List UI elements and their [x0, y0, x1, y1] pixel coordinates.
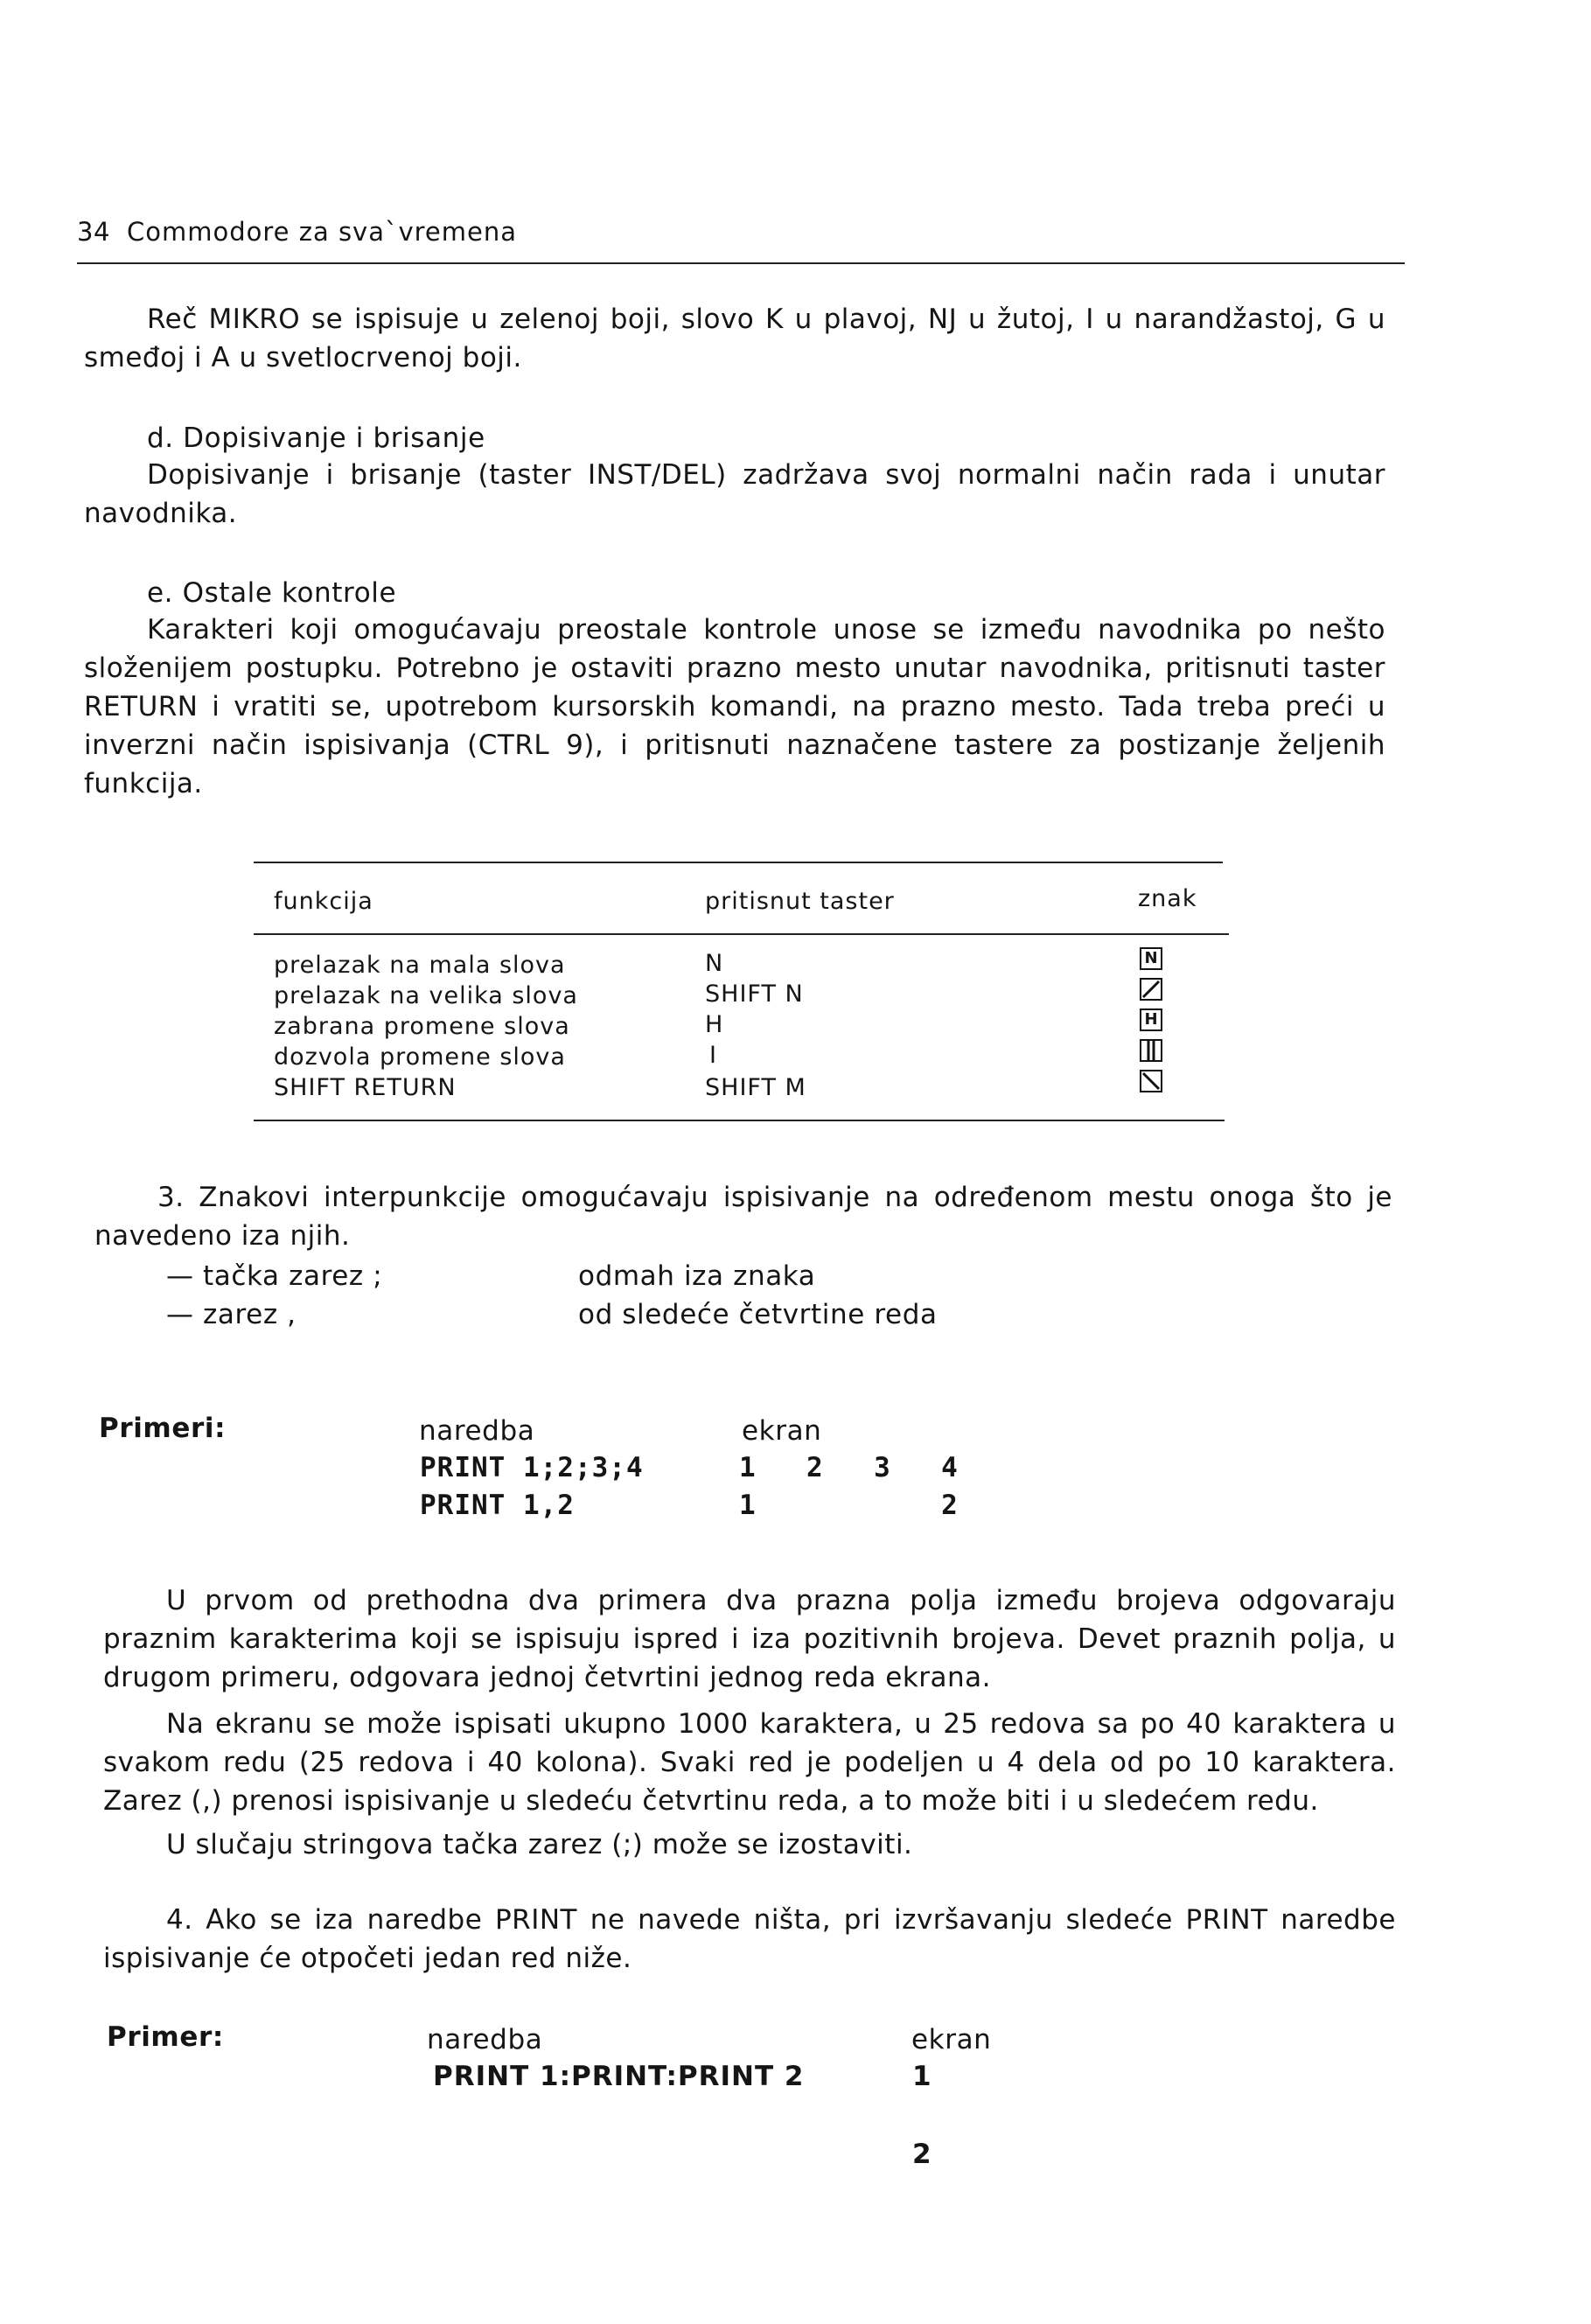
example-output: 1 2	[739, 1490, 959, 1521]
key-symbol-backslash	[1140, 1070, 1162, 1092]
table-row-funkcija: prelazak na mala slova	[274, 952, 566, 979]
table-header-rule	[254, 933, 1229, 935]
example-col-ekran: ekran	[911, 2024, 992, 2055]
section-e-text: Karakteri koji omogućavaju preostale kontrole unose se između navodnika po nešto složenijem postupku. Potrebno je ostaviti prazno mesto unutar navodnika, pritisnuti taster RETURN i vratiti se, upotrebom kursorskih komandi, na prazno mesto. Tada treba preći u inverzni način ispisivanja (CTRL 9), i pritisnuti naznačene tastere za postizanje željenih funkcija.	[84, 614, 1385, 799]
example-output: 1 2 3 4	[739, 1452, 959, 1483]
example-label: Primer:	[107, 2021, 224, 2053]
section-e-heading: e. Ostale kontrole	[147, 577, 397, 609]
paragraph-explanation: U prvom od prethodna dva primera dva prazna polja između brojeva odgovaraju praznim karakterima koji se ispisuju ispred i iza pozitivnih brojeva. Devet praznih polja, u drugom primeru, odgovara jednoj četvrtini jednog reda ekrana.	[103, 1585, 1396, 1693]
example-command: PRINT 1:PRINT:PRINT 2	[433, 2061, 805, 2092]
table-header-funkcija: funkcija	[274, 888, 373, 915]
punctuation-desc: od sledeće četvrtine reda	[578, 1299, 938, 1330]
table-row-taster: SHIFT M	[705, 1074, 806, 1101]
paragraph-colors: Reč MIKRO se ispisuje u zelenoj boji, slovo K u plavoj, NJ u žutoj, I u narandžastoj, G u smeđoj i A u svetlocrvenoj boji.	[84, 304, 1385, 373]
table-row-taster: SHIFT N	[705, 981, 804, 1008]
example-command: PRINT 1,2	[420, 1490, 575, 1521]
table-row-funkcija: prelazak na velika slova	[274, 982, 578, 1009]
punctuation-label: — tačka zarez ;	[166, 1260, 383, 1292]
examples-col-naredba: naredba	[419, 1415, 535, 1447]
key-symbol-slash	[1140, 978, 1162, 1001]
table-row-taster: H	[705, 1011, 724, 1038]
table-row-funkcija: SHIFT RETURN	[274, 1074, 457, 1101]
table-row-funkcija: dozvola promene slova	[274, 1043, 566, 1071]
key-symbol-bars	[1140, 1039, 1162, 1062]
example-output: 2	[912, 2139, 932, 2170]
page-number: 34	[77, 217, 111, 247]
section-3-text: 3. Znakovi interpunkcije omogućavaju ispisivanje na određenom mestu onoga što je navedeno iza njih.	[94, 1182, 1392, 1252]
table-row-taster: N	[705, 950, 724, 977]
key-symbol-n: N	[1140, 947, 1162, 970]
table-header-taster: pritisnut taster	[705, 888, 895, 915]
header-rule	[77, 262, 1405, 264]
punctuation-desc: odmah iza znaka	[578, 1260, 816, 1292]
table-row-taster: I	[709, 1042, 717, 1069]
example-col-naredba: naredba	[427, 2024, 543, 2055]
table-bottom-rule	[254, 1120, 1225, 1121]
table-header-znak: znak	[1138, 885, 1197, 912]
running-title: Commodore za sva`vremena	[127, 217, 518, 247]
example-command: PRINT 1;2;3;4	[420, 1452, 644, 1483]
key-symbol-h: H	[1140, 1008, 1162, 1031]
table-top-rule	[254, 862, 1223, 863]
examples-label: Primeri:	[99, 1413, 227, 1444]
punctuation-label: — zarez ,	[166, 1299, 297, 1330]
table-row-funkcija: zabrana promene slova	[274, 1013, 570, 1040]
example-output: 1	[912, 2061, 932, 2092]
section-4-text: 4. Ako se iza naredbe PRINT ne navede ništa, pri izvršavanju sledeće PRINT naredbe ispisivanje će otpočeti jedan red niže.	[103, 1904, 1396, 1974]
examples-col-ekran: ekran	[742, 1415, 822, 1447]
section-d-heading: d. Dopisivanje i brisanje	[147, 422, 485, 454]
section-d-text: Dopisivanje i brisanje (taster INST/DEL) zadržava svoj normalni način rada i unutar navodnika.	[84, 459, 1385, 529]
paragraph-strings: U slučaju stringova tačka zarez (;) može se izostaviti.	[166, 1829, 913, 1860]
paragraph-screen-size: Na ekranu se može ispisati ukupno 1000 karaktera, u 25 redova sa po 40 karaktera u svakom redu (25 redova i 40 kolona). Svaki red je podeljen u 4 dela od po 10 karaktera. Zarez (,) prenosi ispisivanje u sledeću četvrtinu reda, a to može biti i u sledećem redu.	[103, 1708, 1396, 1817]
